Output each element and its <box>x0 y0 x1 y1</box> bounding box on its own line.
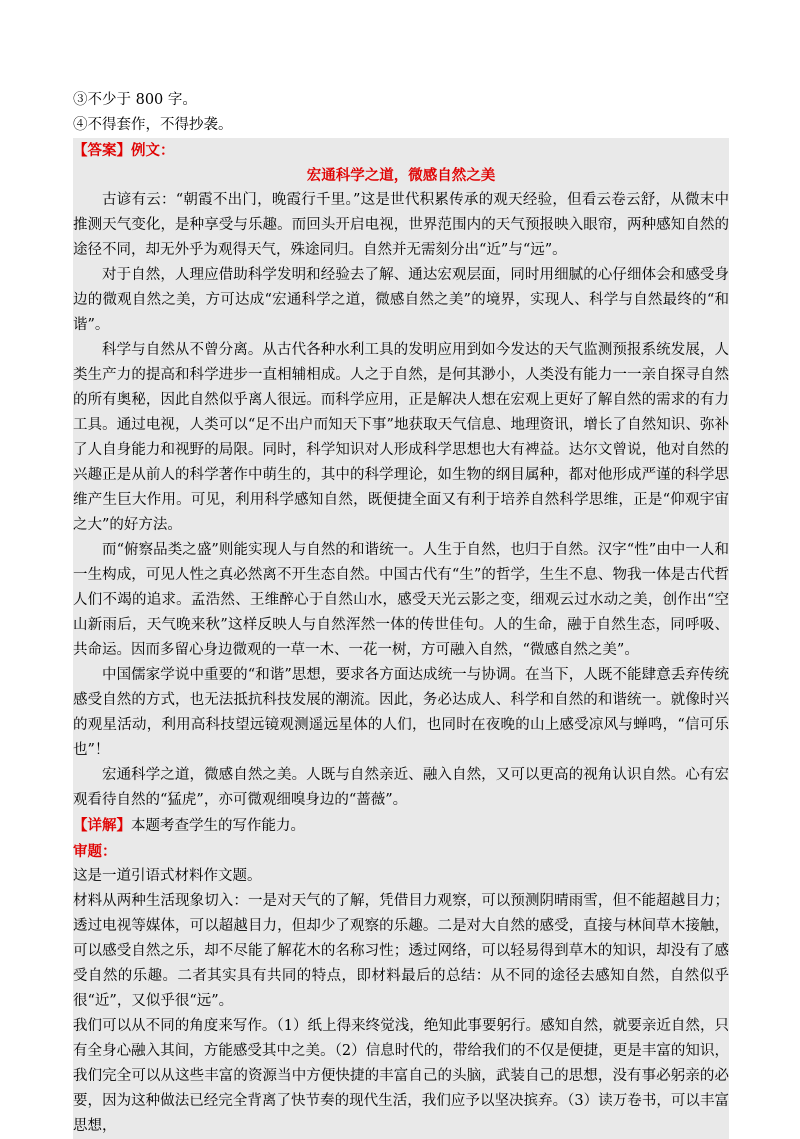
essay-paragraph: 科学与自然从不曾分离。从古代各种水利工具的发明应用到如今发达的天气监测预报系统发展，人类生产力的提高和科学进步一直相辅相成。人之于自然，是何其渺小，人类没有能力一一亲自探寻自然的所有奥秘，因此自然似乎离人很远。而科学应用，正是解决人想在宏观上更好了解自然的需求的有力工具。通过电视，人类可以“足不出户而知天下事”地获取天气信息、地理资讯，增长了自然知识、弥补了人自身能力和视野的局限。同时，科学知识对人形成科学思想也大有裨益。达尔文曾说，他对自然的兴趣正是从前人的科学著作中萌生的，其中的科学理论，如生物的纲目属种，都对他形成严谨的科学思维产生巨大作用。可见，利用科学感知自然，既便捷全面又有利于培养自然科学思维，正是“仰观宇宙之大”的好方法。 <box>73 342 729 533</box>
essay-paragraph: 中国儒家学说中重要的“和谐”思想，要求各方面达成统一与协调。在当下，人既不能肆意丢弃传统感受自然的方式，也无法抵抗科技发展的潮流。因此，务必达成人、科学和自然的和谐统一。就像时兴的观星活动，利用高科技望远镜观测遥远星体的人们，也同时在夜晚的山上感受凉风与蝉鸣，“信可乐也”！ <box>73 667 729 758</box>
detail-label: 【详解】 <box>73 817 131 834</box>
essay-title: 宏通科学之道，微感自然之美 <box>306 167 496 184</box>
analysis-paragraph: 我们可以从不同的角度来写作。（1）纸上得来终觉浅，绝知此事要躬行。感知自然，就要亲近自然，只有全身心融入其间，方能感受其中之美。（2）信息时代的，带给我们的不仅是便捷，更是丰富的知识，我们完全可以从这些丰富的资源当中方便快捷的丰富自己的头脑，武装自己的思想，没有事必躬亲的必要，因为这种做法已经完全背离了快节奏的现代生活，我们应予以坚决摈弃。（3）读万卷书，可以丰富思想， <box>73 1018 729 1134</box>
analysis-paragraph: 材料从两种生活现象切入：一是对天气的了解，凭借目力观察，可以预测阴晴雨雪，但不能超越目力；透过电视等媒体，可以超越目力，但却少了观察的乐趣。二是对大自然的感受，直接与林间草木接触，可以感受自然之乐，却不尽能了解花木的名称习性；透过网络，可以轻易得到草木的知识，却没有了感受自然的乐趣。二者其实具有共同的特点，即材料最后的总结：从不同的途径去感知自然，自然似乎很“近”，又似乎很“远”。 <box>73 893 729 1009</box>
essay-paragraph: 宏通科学之道，微感自然之美。人既与自然亲近、融入自然，又可以更高的视角认识自然。心有宏观看待自然的“猛虎”，亦可微观细嗅身边的“蔷薇”。 <box>73 767 729 808</box>
essay-paragraph: 而“俯察品类之盛”则能实现人与自然的和谐统一。人生于自然，也归于自然。汉字“性”由中一人和一生构成，可见人性之真必然离不开生态自然。中国古代有“生”的哲学，生生不息、物我一体是古代哲人们不竭的追求。孟浩然、王维醉心于自然山水，感受天光云影之变，细观云过水动之美，创作出“空山新雨后，天气晚来秋”这样反映人与自然浑然一体的传世佳句。人的生命，融于自然生态，同呼吸、共命运。因而多留心身边微观的一草一木、一花一树，方可融入自然，“微感自然之美”。 <box>73 542 729 658</box>
document-page <box>73 88 729 1139</box>
detail-line <box>73 813 729 839</box>
analysis-paragraph: 这是一道引语式材料作文题。 <box>73 868 262 884</box>
detail-text: 本题考查学生的写作能力。 <box>131 818 305 834</box>
answer-label: 【答案】例文： <box>73 142 175 159</box>
review-label: 审题： <box>73 843 117 860</box>
requirement-4: ④不得套作，不得抄袭。 <box>73 117 233 133</box>
answer-section <box>73 138 729 1139</box>
requirement-3: ③不少于 800 字。 <box>73 92 197 108</box>
essay-paragraph: 对于自然，人理应借助科学发明和经验去了解、通达宏观层面，同时用细腻的心仔细体会和感受身边的微观自然之美，方可达成“宏通科学之道，微感自然之美”的境界，实现人、科学与自然最终的“和谐”。 <box>73 267 729 333</box>
essay-paragraph: 古谚有云：“朝霞不出门，晚霞行千里。”这是世代积累传承的观天经验，但看云卷云舒，从微末中推测天气变化，是种享受与乐趣。而回头开启电视，世界范围内的天气预报映入眼帘，两种感知自然的途径不同，却无外乎为观得天气，殊途同归。自然并无需刻分出“近”与“远”。 <box>73 192 729 258</box>
